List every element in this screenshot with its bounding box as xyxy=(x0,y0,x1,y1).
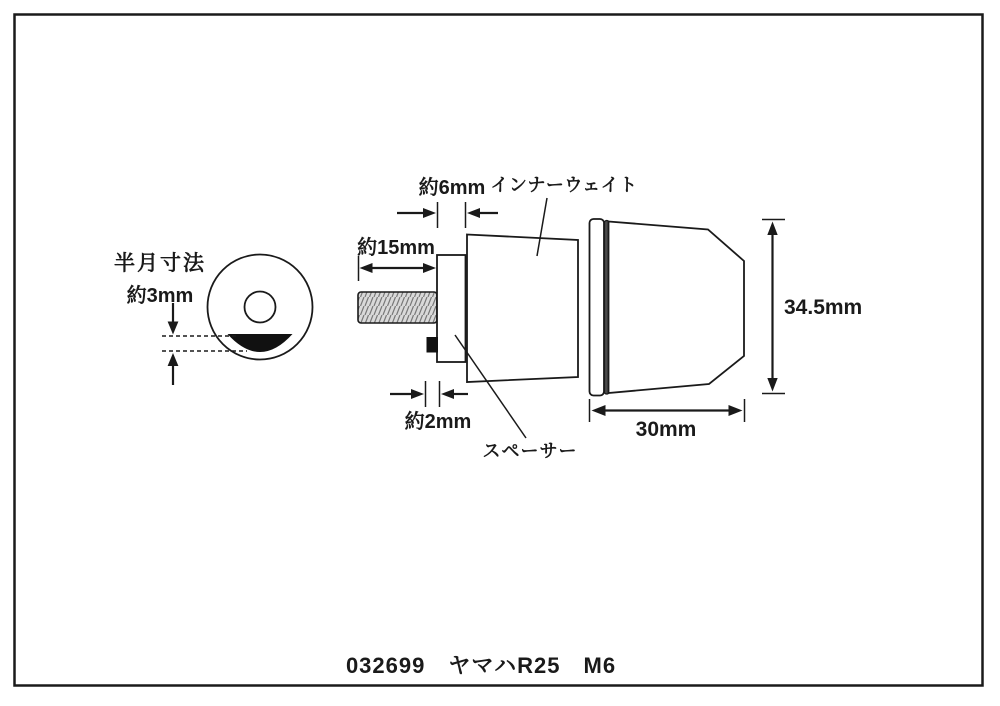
half-moon-title-label: 半月寸法 xyxy=(114,252,206,275)
inner-weight-body xyxy=(467,235,578,383)
threaded-bolt-shaft xyxy=(358,292,437,323)
half-moon-dimension-label: 約3mm xyxy=(126,285,194,307)
bar-end-weight-view xyxy=(590,219,745,396)
bar-end-main-body xyxy=(609,222,745,394)
inner-weight-label: インナーウェイト xyxy=(490,175,638,195)
body-height-label: 34.5mm xyxy=(784,296,863,319)
washer-center-hole-circle xyxy=(245,292,276,323)
product-caption: 032699 ヤマハR25 M6 xyxy=(345,653,617,678)
spacer-body xyxy=(437,255,466,362)
plate-thickness-label: 約2mm xyxy=(404,411,472,433)
spacer-plate-tab xyxy=(427,337,439,353)
bar-end-flange xyxy=(590,219,605,396)
body-depth-label: 30mm xyxy=(635,418,697,441)
spacer-label: スペーサー xyxy=(482,441,578,461)
spacer-width-label: 約6mm xyxy=(418,177,486,199)
thread-length-label: 約15mm xyxy=(357,237,435,259)
